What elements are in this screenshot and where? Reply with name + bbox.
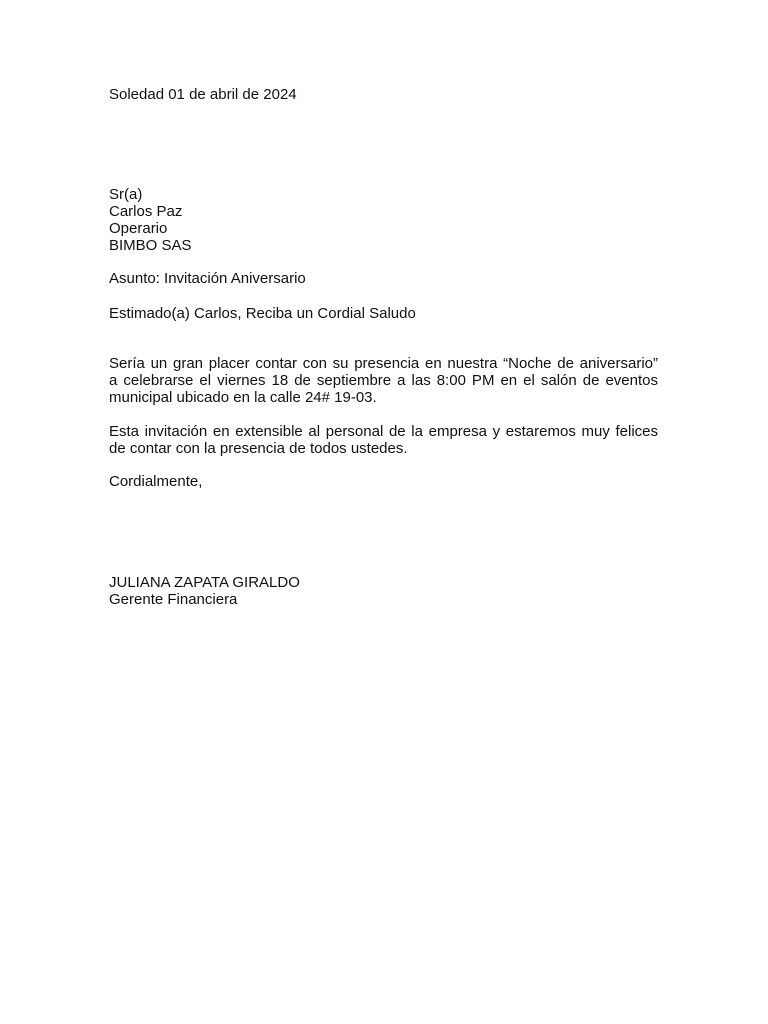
greeting-line: Estimado(a) Carlos, Reciba un Cordial Saludo — [109, 305, 416, 322]
signature-role: Gerente Financiera — [109, 591, 238, 608]
recipient-position: Operario — [109, 220, 168, 237]
body-paragraph-2 — [109, 423, 658, 457]
date-line: Soledad 01 de abril de 2024 — [109, 86, 297, 103]
paragraph-line: a celebrarse el viernes 18 de septiembre a las 8:00 PM en el salón de eventos — [109, 372, 658, 389]
recipient-name: Carlos Paz — [109, 203, 183, 220]
paragraph-line: de contar con la presencia de todos ustedes. — [109, 440, 408, 457]
paragraph-line: Esta invitación en extensible al personal de la empresa y estaremos muy felices — [109, 423, 658, 440]
signature-name: JULIANA ZAPATA GIRALDO — [109, 574, 300, 591]
closing-line: Cordialmente, — [109, 473, 203, 490]
paragraph-line: municipal ubicado en la calle 24# 19-03. — [109, 389, 377, 406]
subject-line: Asunto: Invitación Aniversario — [109, 270, 306, 287]
body-paragraph-1 — [109, 355, 658, 406]
paragraph-line: Sería un gran placer contar con su presencia en nuestra “Noche de aniversario” — [109, 355, 658, 372]
recipient-company: BIMBO SAS — [109, 237, 192, 254]
recipient-title: Sr(a) — [109, 186, 143, 203]
